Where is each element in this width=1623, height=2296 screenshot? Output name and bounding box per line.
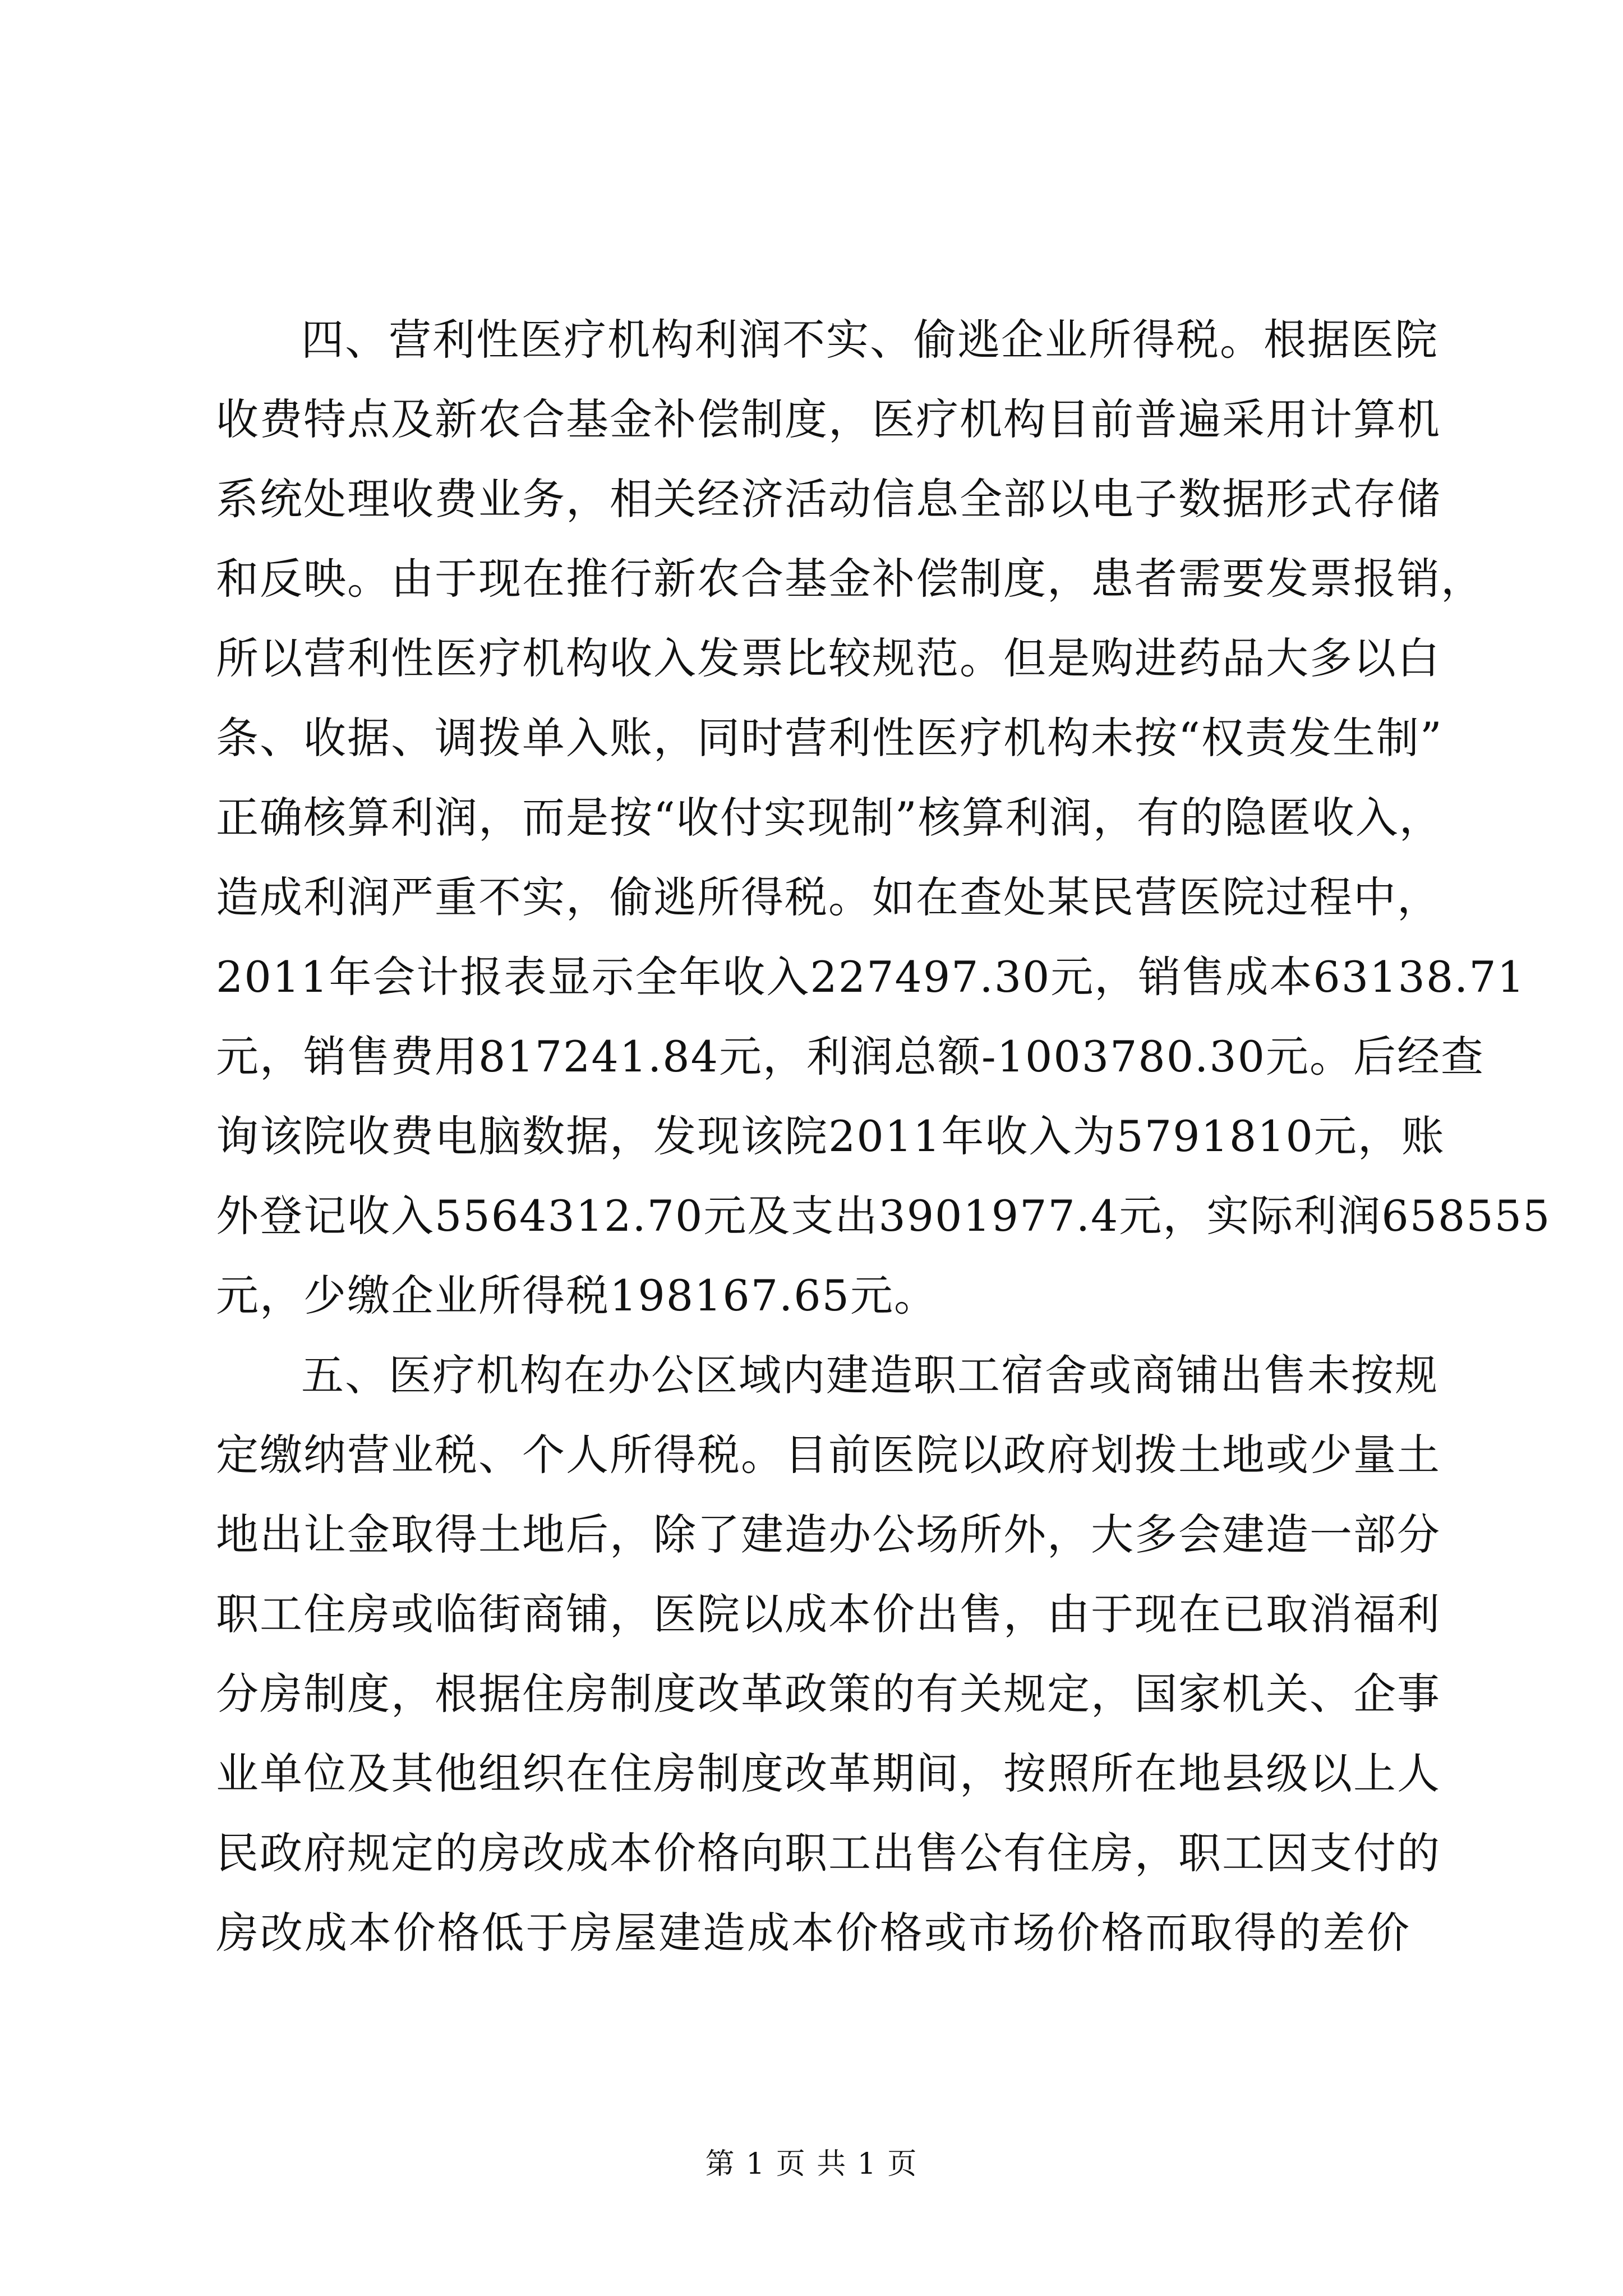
page-number-label: 第 1 页 共 1 页 (705, 2147, 918, 2181)
text-line: 系统处理收费业务，相关经济活动信息全部以电子数据形式存储 (216, 474, 1441, 524)
page-footer (0, 2140, 1623, 2182)
text-line: 五、医疗机构在办公区域内建造职工宿舍或商铺出售未按规 (301, 1350, 1438, 1400)
text-line: 四、营利性医疗机构利润不实、偷逃企业所得税。根据医院 (301, 315, 1438, 365)
text-line: 职工住房或临街商铺，医院以成本价出售，由于现在已取消福利 (216, 1589, 1441, 1639)
text-line: 所以营利性医疗机构收入发票比较规范。但是购进药品大多以白 (216, 633, 1441, 683)
text-line: 2011年会计报表显示全年收入227497.30元，销售成本63138.71 (216, 952, 1526, 1002)
text-line: 房改成本价格低于房屋建造成本价格或市场价格而取得的差价 (216, 1908, 1410, 1958)
paragraph-4 (216, 300, 1551, 1336)
text-line: 造成利润严重不实，偷逃所得税。如在查处某民营医院过程中， (216, 872, 1441, 922)
text-line: 元，销售费用817241.84元，利润总额-1003780.30元。后经查 (216, 1032, 1485, 1082)
text-line: 民政府规定的房改成本价格向职工出售公有住房，职工因支付的 (216, 1828, 1441, 1878)
text-line: 正确核算利润，而是按“收付实现制”核算利润，有的隐匿收入， (216, 793, 1443, 843)
text-line: 和反映。由于现在推行新农合基金补偿制度，患者需要发票报销， (216, 554, 1484, 604)
text-line: 条、收据、调拨单入账，同时营利性医疗机构未按“权责发生制” (216, 713, 1443, 763)
text-line: 收费特点及新农合基金补偿制度，医疗机构目前普遍采用计算机 (216, 394, 1441, 444)
text-line: 地出让金取得土地后，除了建造办公场所外，大多会建造一部分 (216, 1510, 1441, 1559)
text-line: 元，少缴企业所得税198167.65元。 (216, 1271, 938, 1320)
text-line: 外登记收入5564312.70元及支出3901977.4元，实际利润658555 (216, 1191, 1551, 1241)
text-line: 询该院收费电脑数据，发现该院2011年收入为5791810元，账 (216, 1111, 1445, 1161)
text-line: 业单位及其他组织在住房制度改革期间，按照所在地县级以上人 (216, 1749, 1441, 1798)
text-line: 分房制度，根据住房制度改革政策的有关规定，国家机关、企事 (216, 1669, 1441, 1719)
text-line: 定缴纳营业税、个人所得税。目前医院以政府划拨土地或少量土 (216, 1430, 1441, 1480)
document-body (216, 300, 1551, 1973)
paragraph-5 (216, 1336, 1441, 1973)
